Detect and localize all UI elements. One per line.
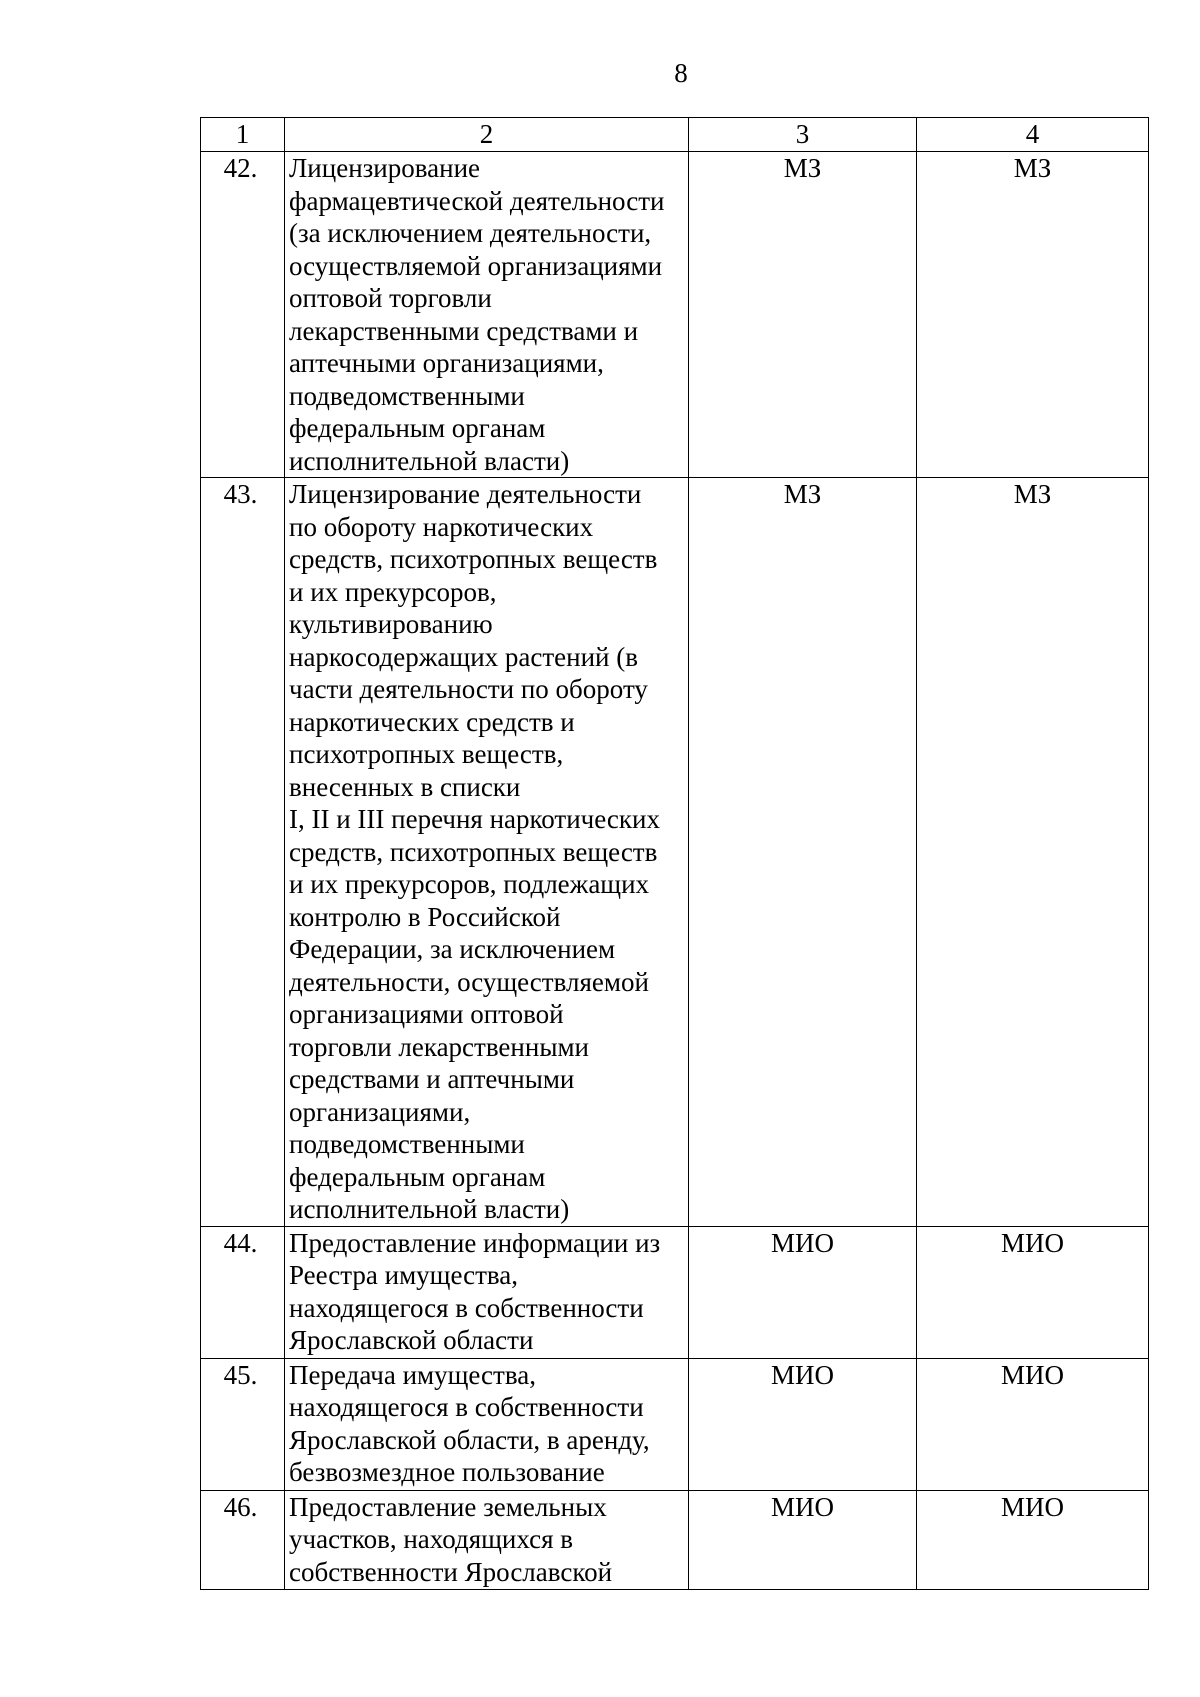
service-name-line: оптовой торговли <box>289 283 492 313</box>
service-name-line: по обороту наркотических <box>289 511 594 542</box>
service-name-line: и их прекурсоров, <box>289 576 497 607</box>
header-cell-4: 4 <box>917 118 1149 152</box>
row-number: 46. <box>201 1490 285 1589</box>
executor-authority: МИО <box>689 1226 917 1358</box>
service-name-line: федеральным органам <box>289 1161 546 1192</box>
service-name <box>285 152 689 478</box>
service-name-line: находящегося в собственности <box>289 1392 644 1422</box>
service-name-line: организациями оптовой <box>289 999 564 1029</box>
responsible-authority: МИО <box>917 1226 1149 1358</box>
service-name-line: средств, психотропных веществ <box>289 544 658 574</box>
table-body <box>201 152 1149 1590</box>
service-name-line: безвозмездное пользование <box>289 1457 605 1487</box>
service-name <box>285 478 689 1227</box>
service-name-line: Ярославской области, в аренду, <box>289 1424 650 1455</box>
service-name-line: подведомственными <box>289 1129 525 1159</box>
header-cell-1: 1 <box>201 118 285 152</box>
service-name-line: культивированию <box>289 609 493 639</box>
executor-authority: МЗ <box>689 478 917 1227</box>
service-name-line: находящегося в собственности <box>289 1292 644 1323</box>
service-name-line: осуществляемой организациями <box>289 250 663 281</box>
executor-authority: МИО <box>689 1490 917 1589</box>
service-name-line: Федерации, за исключением <box>289 934 616 964</box>
service-name-line: федеральным органам <box>289 413 546 443</box>
row-number: 44. <box>201 1226 285 1358</box>
header-cell-3: 3 <box>689 118 917 152</box>
table-row <box>201 1358 1149 1490</box>
service-name-line: подведомственными <box>289 380 525 411</box>
services-table <box>200 117 1149 1590</box>
table-row <box>201 478 1149 1227</box>
service-name <box>285 1226 689 1358</box>
responsible-authority: МЗ <box>917 152 1149 478</box>
service-name-line: участков, находящихся в <box>289 1524 573 1554</box>
service-name-line: аптечными организациями, <box>289 348 604 378</box>
responsible-authority: МЗ <box>917 478 1149 1227</box>
page-number: 8 <box>674 58 688 88</box>
service-name-line: наркосодержащих растений (в <box>289 641 638 672</box>
executor-authority: МИО <box>689 1358 917 1490</box>
service-name-line: и их прекурсоров, подлежащих <box>289 869 650 899</box>
service-name-line: наркотических средств и <box>289 706 575 737</box>
service-name-line: Предоставление информации из <box>289 1227 661 1258</box>
header-row <box>201 118 1149 152</box>
row-number: 43. <box>201 478 285 1227</box>
responsible-authority: МИО <box>917 1358 1149 1490</box>
service-name-line: Лицензирование деятельности <box>289 479 642 509</box>
row-number: 45. <box>201 1358 285 1490</box>
table-row <box>201 152 1149 478</box>
service-name-line: деятельности, осуществляемой <box>289 966 649 997</box>
service-name-line: фармацевтической деятельности <box>289 185 665 216</box>
table-row <box>201 1490 1149 1589</box>
service-name-line: исполнительной власти) <box>289 1194 570 1224</box>
service-name <box>285 1490 689 1589</box>
service-name-line: психотропных веществ, <box>289 739 564 769</box>
service-name-line: средствами и аптечными <box>289 1064 575 1094</box>
service-name-line: средств, психотропных веществ <box>289 836 658 867</box>
service-name-line: исполнительной власти) <box>289 445 570 476</box>
service-name-line: части деятельности по обороту <box>289 674 648 704</box>
executor-authority: МЗ <box>689 152 917 478</box>
service-name-line: торговли лекарственными <box>289 1031 589 1062</box>
header-cell-2: 2 <box>285 118 689 152</box>
service-name-line: собственности Ярославской <box>289 1556 613 1587</box>
service-name-line: Передача имущества, <box>289 1359 536 1390</box>
service-name-line: внесенных в списки <box>289 771 521 802</box>
table-row <box>201 1226 1149 1358</box>
service-name-line: Предоставление земельных <box>289 1491 607 1522</box>
responsible-authority: МИО <box>917 1490 1149 1589</box>
service-name-line: (за исключением деятельности, <box>289 218 652 248</box>
service-name-line: Лицензирование <box>289 153 481 183</box>
row-number: 42. <box>201 152 285 478</box>
service-name-line: организациями, <box>289 1096 471 1127</box>
service-name-line: контролю в Российской <box>289 901 561 932</box>
service-name-line: Ярославской области <box>289 1325 534 1355</box>
service-name <box>285 1358 689 1490</box>
service-name-line: I, II и III перечня наркотических <box>289 804 660 834</box>
service-name-line: лекарственными средствами и <box>289 315 639 346</box>
service-name-line: Реестра имущества, <box>289 1260 519 1290</box>
